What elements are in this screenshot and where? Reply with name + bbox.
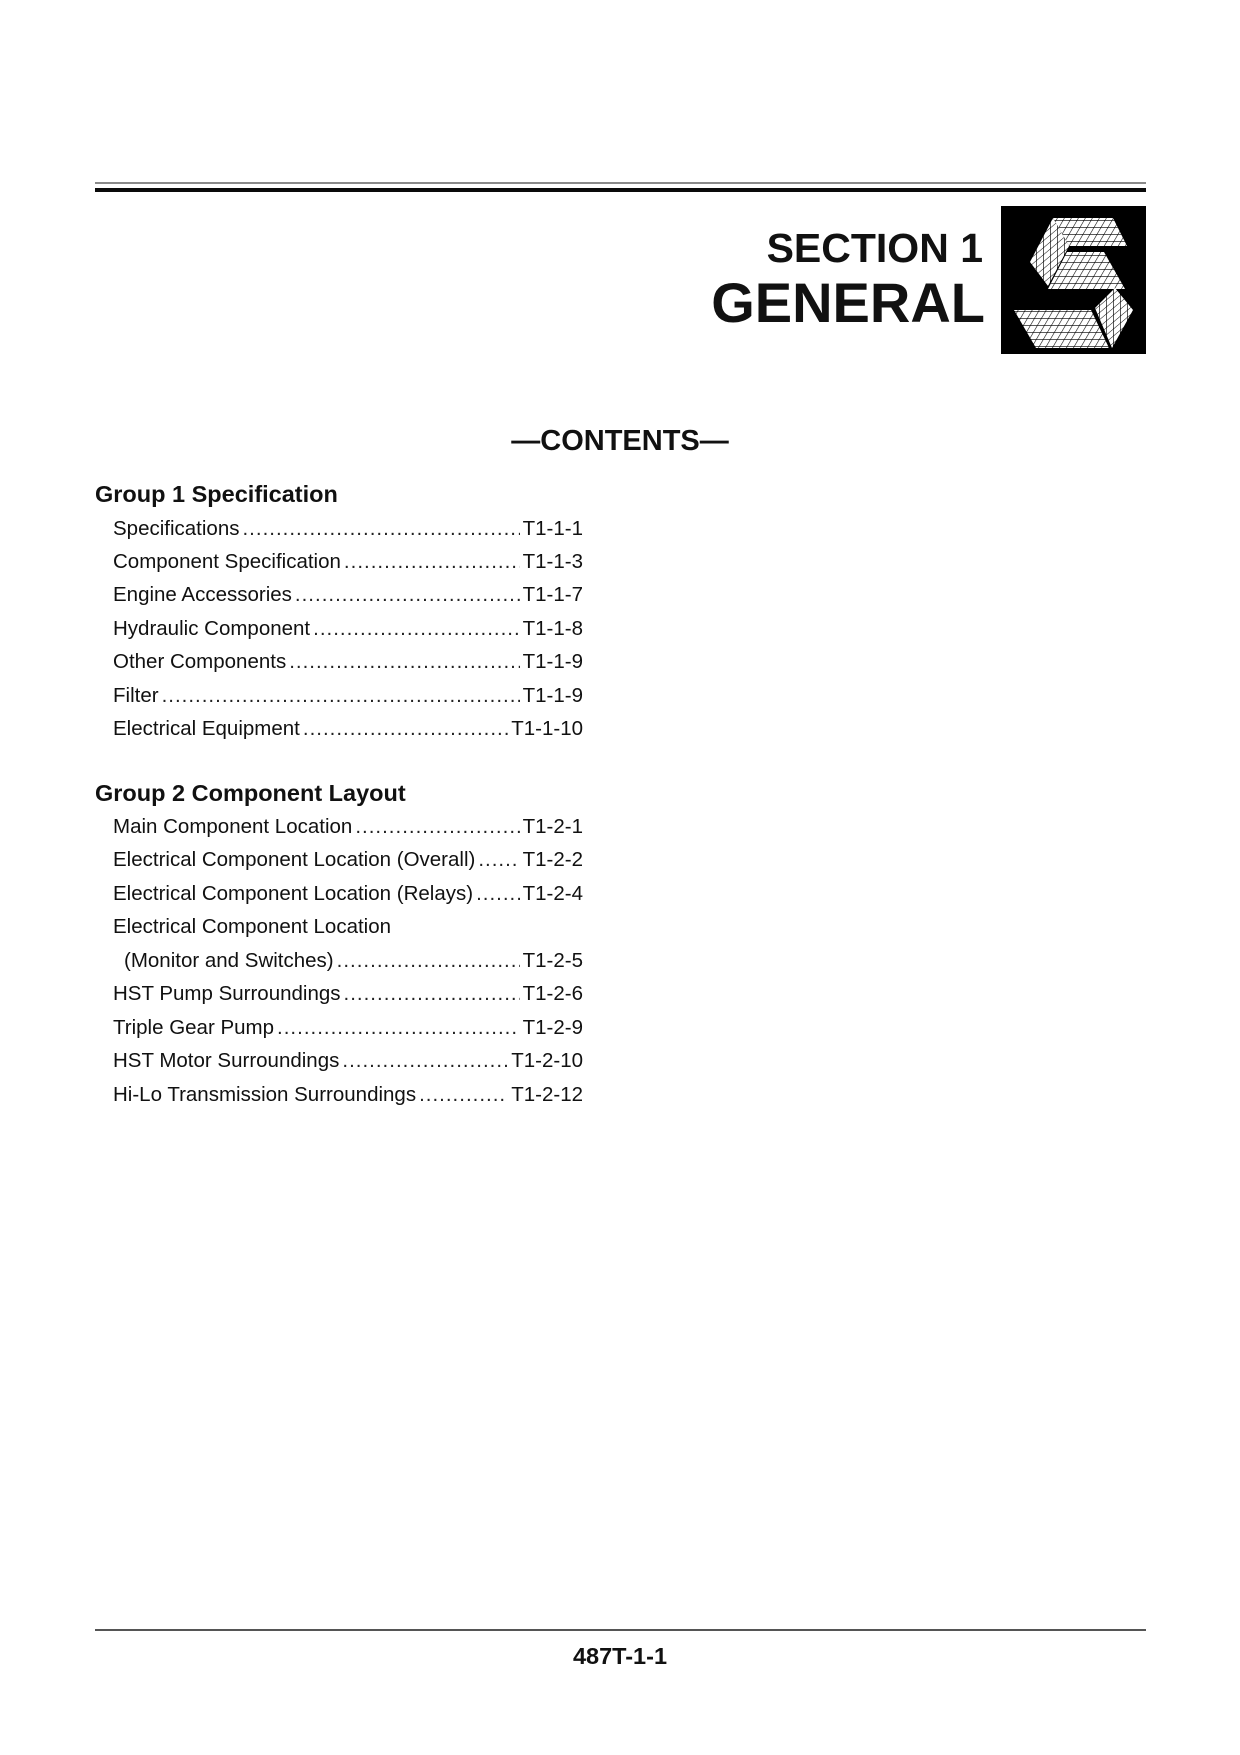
toc-entry[interactable] [113, 684, 583, 708]
toc-entry[interactable] [113, 517, 583, 541]
toc-leader-dots [295, 583, 520, 607]
group-heading-component-layout: Group 2 Component Layout [95, 780, 406, 806]
toc-entry-title: Specifications [113, 517, 240, 540]
toc-entry-page: T1-2-10 [511, 1049, 583, 1072]
toc-entry-page: T1-2-1 [522, 815, 583, 838]
toc-entry-title: Electrical Component Location [113, 915, 392, 938]
toc-leader-dots [277, 1016, 520, 1040]
header-rule-thick [95, 188, 1146, 192]
toc-entry-page: T1-2-9 [522, 1016, 583, 1039]
toc-leader-dots [478, 848, 519, 872]
toc-entry-page: T1-1-1 [522, 517, 583, 540]
group-heading-specification: Group 1 Specification [95, 481, 338, 507]
toc-leader-dots [476, 882, 520, 906]
footer-rule [95, 1629, 1146, 1631]
toc-entry-page: T1-1-10 [511, 717, 583, 740]
toc-entry-title: Filter [113, 684, 159, 707]
toc-entry[interactable] [113, 550, 583, 574]
toc-entry-title: (Monitor and Switches) [124, 949, 334, 972]
toc-entry[interactable] [113, 848, 583, 872]
toc-leader-dots [162, 684, 520, 708]
toc-leader-dots [289, 650, 519, 674]
toc-entry-page: T1-1-7 [522, 583, 583, 606]
toc-entry-page: T1-2-4 [522, 882, 583, 905]
toc-entry-page: T1-2-12 [511, 1083, 583, 1106]
toc-entry[interactable] [113, 1016, 583, 1040]
toc-entry-title: Hi-Lo Transmission Surroundings [113, 1083, 417, 1106]
toc-entry-page: T1-1-9 [522, 684, 583, 707]
toc-leader-dots [342, 1049, 508, 1073]
footer-page-number: 487T-1-1 [572, 1643, 668, 1669]
toc-entry[interactable] [113, 1049, 583, 1073]
toc-entry[interactable] [113, 717, 583, 741]
toc-entry-title: Hydraulic Component [113, 617, 311, 640]
toc-entry[interactable] [113, 583, 583, 607]
toc-entry-page: T1-1-3 [522, 550, 583, 573]
section-label: SECTION 1 [766, 225, 983, 271]
toc-entry[interactable] [113, 882, 583, 906]
toc-leader-dots [344, 550, 520, 574]
toc-leader-dots [355, 815, 519, 839]
toc-entry-title: Main Component Location [113, 815, 353, 838]
toc-entry[interactable] [113, 1083, 583, 1107]
toc-entry-page: T1-2-2 [522, 848, 583, 871]
toc-entry-page: T1-1-9 [522, 650, 583, 673]
toc-entry-page: T1-1-8 [522, 617, 583, 640]
toc-entry-title: Electrical Equipment [113, 717, 300, 740]
toc-leader-dots [303, 717, 508, 741]
toc-entry-title: Triple Gear Pump [113, 1016, 275, 1039]
toc-entry-page: T1-2-6 [522, 982, 583, 1005]
toc-entry-title: Engine Accessories [113, 583, 292, 606]
toc-entry[interactable] [113, 617, 583, 641]
toc-entry[interactable] [113, 650, 583, 674]
toc-entry[interactable] [113, 949, 583, 973]
toc-entry-page: T1-2-5 [522, 949, 583, 972]
toc-entry-title: HST Motor Surroundings [113, 1049, 340, 1072]
toc-entry[interactable] [113, 815, 583, 839]
toc-entry-title: Other Components [113, 650, 287, 673]
header-rule-thin [95, 182, 1146, 184]
toc-leader-dots [337, 949, 520, 973]
toc-entry[interactable] [113, 915, 583, 939]
toc-leader-dots [344, 982, 520, 1006]
toc-entry[interactable] [113, 982, 583, 1006]
toc-entry-title: Electrical Component Location (Relays) [113, 882, 474, 905]
toc-entry-title: HST Pump Surroundings [113, 982, 341, 1005]
contents-heading: —CONTENTS— [511, 425, 729, 457]
s-logo-icon [1001, 206, 1146, 354]
toc-leader-dots [419, 1083, 508, 1107]
stacked-cubes-logo-icon [1001, 206, 1146, 354]
toc-leader-dots [242, 517, 519, 541]
section-title: GENERAL [711, 271, 985, 334]
toc-leader-dots [313, 617, 519, 641]
toc-entry-title: Electrical Component Location (Overall) [113, 848, 476, 871]
toc-entry-title: Component Specification [113, 550, 341, 573]
